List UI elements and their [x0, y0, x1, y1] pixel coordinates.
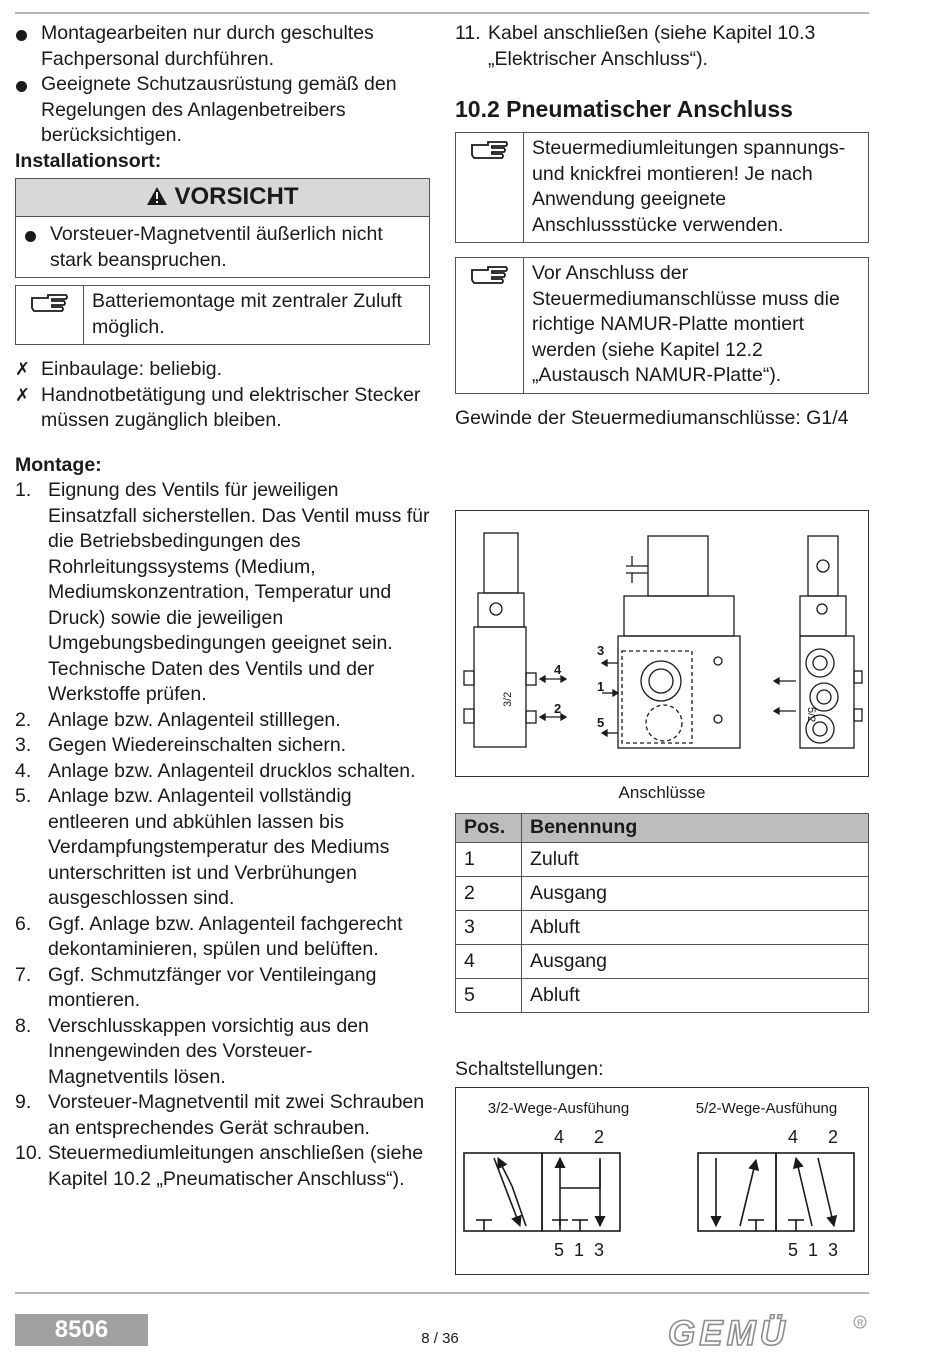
list-item: 5. Anlage bzw. Anlagenteil vollständig entleeren und abkühlen lassen bis Verdampfungstemperatur des Mediums unterschritten ist und Verbrühungen ausgeschlossen sind.: [15, 785, 390, 909]
table-row: 3 Abluft: [456, 911, 869, 945]
list-item: 7. Ggf. Schmutzfänger vor Ventileingang montieren.: [15, 963, 377, 1011]
port-label: 2: [554, 701, 562, 716]
table-header-row: [456, 814, 869, 843]
svg-text:4: 4: [788, 1127, 799, 1147]
pointing-hand-icon: [470, 139, 510, 161]
switching-symbols: [456, 1088, 867, 1273]
svg-text:1: 1: [808, 1240, 819, 1260]
list-item: 8. Verschlusskappen vorsichtig aus den Innengewinden des Vorsteuer-Magnetventils lösen.: [15, 1014, 369, 1088]
switch-heading: Schaltstellungen:: [455, 1058, 604, 1080]
cross-mark-icon: ✗: [15, 359, 31, 379]
figure-caption: Anschlüsse: [618, 783, 706, 802]
port-label: 4: [554, 662, 562, 677]
svg-text:5: 5: [788, 1240, 799, 1260]
column-header: Pos.: [456, 814, 522, 843]
note-lines-text: Steuermediumleitungen spannungs- und knickfrei montieren! Je nach Anwendung geeignete Anschlussstücke verwenden.: [532, 137, 846, 236]
doc-number-badge: 8506: [15, 1314, 148, 1346]
ports-table: [455, 813, 869, 1013]
note-namur: [455, 257, 869, 394]
svg-text:4: 4: [554, 1127, 565, 1147]
list-item: 9. Vorsteuer-Magnetventil mit zwei Schrauben an entsprechendes Gerät schrauben.: [15, 1091, 425, 1139]
note-battery-text: Batteriemontage mit zentraler Zuluft möglich.: [92, 290, 402, 338]
page-number: 8 / 36: [421, 1330, 459, 1347]
svg-text:3: 3: [828, 1240, 839, 1260]
right-column: [455, 21, 869, 431]
bullet-dot-icon: [16, 30, 27, 41]
intro-bullet: Geeignete Schutzausrüstung gemäß den Regelungen des Anlagenbetreibers berücksichtigen.: [15, 72, 430, 149]
table-row: 4 Ausgang: [456, 945, 869, 979]
pointing-hand-icon: [30, 292, 70, 314]
port-label: 3: [597, 643, 605, 658]
ports-figure: [455, 510, 869, 777]
list-item: 3. Gegen Wiedereinschalten sichern.: [15, 734, 347, 756]
svg-text:5: 5: [554, 1240, 565, 1260]
svg-text:GEMÜ: GEMÜ: [668, 1314, 789, 1350]
valve-drawing: [456, 511, 867, 775]
svg-text:2: 2: [594, 1127, 605, 1147]
switch-left-title: 3/2-Wege-Ausfühung: [487, 1100, 630, 1117]
variant-label: 5/2: [805, 707, 817, 723]
top-rule: [15, 12, 869, 14]
switch-right-title: 5/2-Wege-Ausfühung: [695, 1100, 838, 1117]
brand-logo: [668, 1314, 868, 1350]
left-column: [15, 21, 430, 1192]
montage-steps: [15, 478, 430, 1192]
bottom-rule: [15, 1292, 869, 1294]
column-header: Benennung: [522, 814, 869, 843]
note-lines: [455, 132, 869, 243]
table-row: 1 Zuluft: [456, 843, 869, 877]
port-label: 1: [597, 679, 605, 694]
svg-text:2: 2: [828, 1127, 839, 1147]
list-item: 6. Ggf. Anlage bzw. Anlagenteil fachgerecht dekontaminieren, spülen und belüften.: [15, 912, 403, 960]
caution-title: VORSICHT: [174, 183, 299, 210]
install-heading: Installationsort:: [15, 149, 162, 172]
port-label: 5: [597, 715, 605, 730]
pointing-hand-icon: [470, 264, 510, 286]
table-row: 5 Abluft: [456, 979, 869, 1013]
intro-bullet: Montagearbeiten nur durch geschultes Fachpersonal durchführen.: [15, 21, 430, 72]
cross-bullet: ✗ Einbaulage: beliebig.: [15, 357, 430, 383]
svg-text:1: 1: [574, 1240, 585, 1260]
table-row: 2 Ausgang: [456, 877, 869, 911]
cross-bullet: ✗ Handnotbetätigung und elektrischer Stecker müssen zugänglich bleiben.: [15, 383, 421, 431]
montage-heading: Montage:: [15, 453, 102, 476]
list-item: 11. Kabel anschließen (siehe Kapitel 10.3 „Elektrischer Anschluss“).: [455, 22, 816, 70]
caution-bullet: Vorsteuer-Magnetventil äußerlich nicht stark beanspruchen.: [24, 222, 421, 273]
svg-text:3: 3: [594, 1240, 605, 1260]
list-item: 1. Eignung des Ventils für jeweiligen Einsatzfall sicherstellen. Das Ventil muss für die Betriebsbedingungen des Rohrleitungssystems (Medium, Mediumskonzentration, Temperatur und Druck) sowie die jeweiligen Umgebungsbedingungen geeignet sein. Technische Daten des Ventils und der Werkstoffe prüfen.: [15, 479, 430, 705]
thread-text: Gewinde der Steuermediumanschlüsse: G1/4: [455, 406, 849, 429]
list-item: 4. Anlage bzw. Anlagenteil drucklos schalten.: [15, 759, 416, 782]
note-battery: [15, 285, 430, 345]
bullet-dot-icon: [16, 81, 27, 92]
switching-figure: [455, 1087, 869, 1275]
caution-header: [16, 179, 429, 217]
cross-mark-icon: ✗: [15, 384, 31, 405]
variant-label: 3/2: [502, 691, 514, 707]
warning-triangle-icon: [146, 186, 168, 206]
list-item: 2. Anlage bzw. Anlagenteil stilllegen.: [15, 708, 341, 731]
note-namur-text: Vor Anschluss der Steuermediumanschlüsse muss die richtige NAMUR-Platte montiert werden (siehe Kapitel 12.2 „Austausch NAMUR-Platte“).: [532, 262, 840, 386]
list-item: 10. Steuermediumleitungen anschließen (siehe Kapitel 10.2 „Pneumatischer Anschluss“).: [15, 1142, 424, 1190]
bullet-dot-icon: [25, 231, 36, 242]
svg-text:R: R: [857, 1318, 864, 1328]
section-title: 10.2 Pneumatischer Anschluss: [455, 96, 793, 122]
caution-box: [15, 178, 430, 278]
